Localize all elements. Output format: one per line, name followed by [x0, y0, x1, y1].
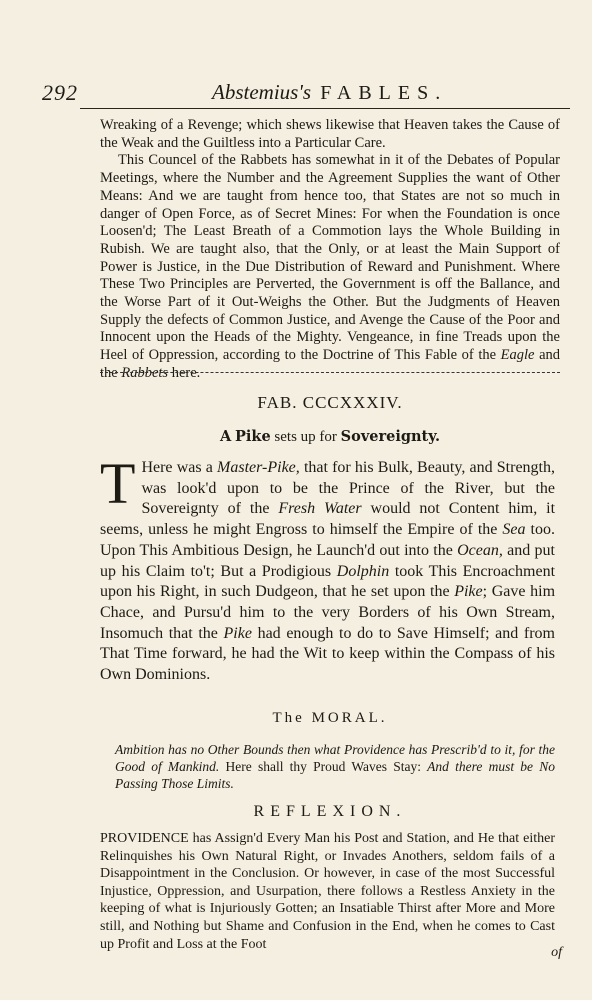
page-number: 292	[42, 80, 78, 105]
fable-seg: would not Content him, it seems, unless he might Engross to himself the Empire of the	[100, 500, 556, 539]
catchword: of	[551, 945, 562, 960]
fable-seg: and put up his Claim to't; But a Prodigious	[100, 541, 556, 580]
section-divider	[100, 372, 560, 373]
header-rule	[80, 108, 570, 109]
drop-cap: T	[100, 451, 136, 516]
fable-seg: took This Encroachment upon his Right, in such Dudgeon, that he set upon the	[100, 562, 556, 601]
fable-seg: Sea	[502, 521, 526, 539]
fable-seg: that for his Bulk, Beauty, and Strength, was look'd upon to be the Prince of the River, but the Sovereignty of the	[141, 459, 555, 518]
title-pike: Pike	[234, 428, 271, 445]
reflexion-paragraph-2	[100, 152, 560, 382]
fable-seg: ; Gave him Chace, and Pursu'd him to the very Borders of his Own Stream, Insomuch that the	[100, 583, 556, 642]
fable-seg: Here was a	[141, 459, 218, 476]
fable-seg: Pike	[223, 624, 252, 642]
moral-part-c: And there must be No Passing Those Limits.	[115, 759, 556, 791]
running-header	[42, 80, 572, 106]
author-name: Abstemius's	[212, 80, 311, 104]
moral-part-a: Ambition has no Other Bounds then what Providence has Prescrib'd to it, for the Good of Mankind.	[115, 742, 555, 774]
reflexion-text: This Councel of the Rabbets has somewhat in it of the Debates of Popular Meetings, where the Number and the Agreement Supplies the want of Other Means: And we are taught from hence too, that States are not so much in danger of Open Force, as of Secret Mines: For when the Foundation is once Loosen'd; The Least Breath of a Commotion lays the Whole Building in Rubish. We are taught also, that the Only, or at least the Main Support of Power is Justice, in the Due Distribution of Reward and Punishment. Where These Two Principles are Perverted, the Government is off the Ballance, and the Worse Part of it Out-Weighs the Other. But the Judgments of Heaven Supply the defects of Common Justice, and Avenge the Cause of the Poor and Innocent upon the Heads of the Mighty. Vengeance, in fine Treads upon the Heel of Oppression, according to the Doctrine of This Fable of the	[100, 152, 560, 364]
rabbets-word: Rabbets	[121, 364, 169, 381]
here-text: here.	[171, 364, 201, 381]
eagle-word: Eagle	[500, 347, 535, 364]
moral-heading: The MORAL.	[272, 710, 388, 726]
title-a: A	[219, 428, 232, 445]
book-title: FABLES.	[320, 82, 448, 104]
moral-part-b: Here shall thy Proud Waves Stay:	[219, 759, 428, 774]
fable-seg: Ocean,	[457, 541, 503, 559]
fable-seg: too. Upon This Ambitious Design, he Launch'd out into the	[100, 521, 555, 559]
fable-seg: Pike	[454, 583, 483, 601]
fable-seg: Master-Pike,	[217, 459, 300, 476]
moral-text	[115, 741, 555, 792]
title-mid: sets up for	[274, 429, 337, 445]
fable-body	[100, 451, 556, 686]
reflexion-line-1: Wreaking of a Revenge; which shews likewise that Heaven takes the Cause of the Weak and the Guiltless into a Particular Care.	[100, 117, 560, 151]
fable-title	[100, 428, 560, 446]
fable-text	[100, 451, 556, 686]
title-sovereignty: Sovereignty.	[340, 428, 441, 445]
fable-seg: Dolphin	[336, 562, 390, 580]
fable-seg: Fresh Water	[278, 500, 362, 518]
reflexion-heading: REFLEXION.	[253, 803, 407, 820]
fable-seg: had enough to do to Save Himself; and from That Time forward, he had the Wit to keep within the Compass of his Own Dominions.	[100, 624, 556, 684]
running-title	[212, 80, 447, 105]
fable-number: FAB. CCCXXXIV.	[257, 393, 403, 412]
reflexion-text: PROVIDENCE has Assign'd Every Man his Post and Station, and He that either Relinquishes his Own Natural Right, or Invades Anothers, seldom fails of a Disappointment in the Conclusion. Or however, in case of the most Successful Injustice, Oppression, and Usurpation, there follows a Restless Anxiety in the keeping of what is Injuriously Gotten; an Insatiable Thirst after More and More still, and Nothing but Shame and Confusion in the End, when he comes to Cast up Profit and Loss at the Foot	[100, 831, 555, 952]
previous-reflexion	[100, 117, 560, 383]
and-the-text: and the	[100, 347, 561, 381]
